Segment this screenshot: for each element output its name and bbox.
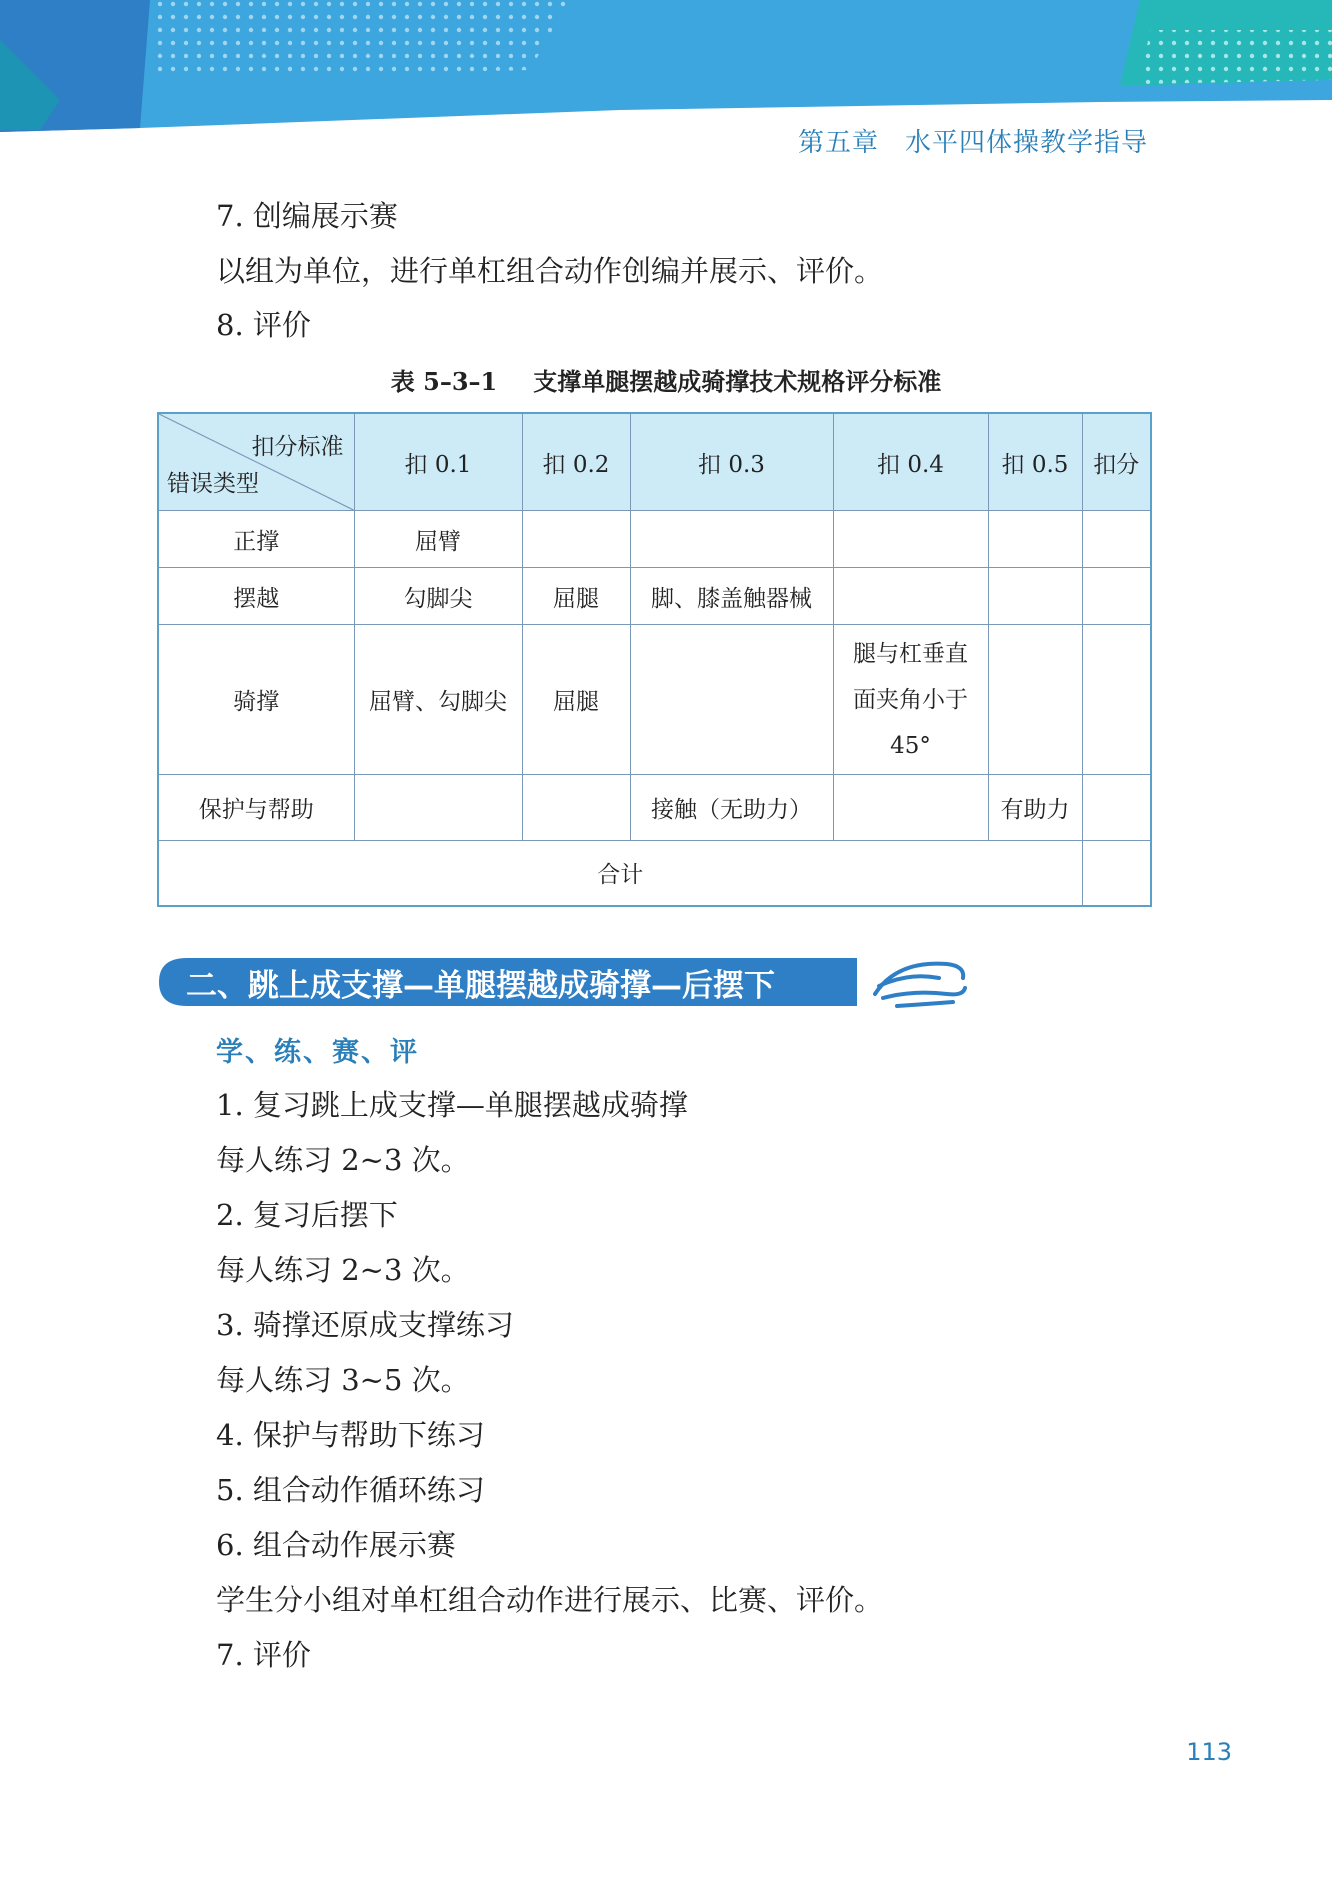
table-cell bbox=[630, 625, 833, 775]
table-header-row bbox=[158, 413, 1151, 511]
header-cell: 扣分 bbox=[1082, 413, 1151, 511]
table-cell bbox=[522, 511, 630, 568]
table-cell bbox=[988, 625, 1082, 775]
row-label: 摆越 bbox=[158, 568, 354, 625]
section2-line: 4. 保护与帮助下练习 bbox=[216, 1418, 485, 1452]
header-banner bbox=[0, 0, 1332, 140]
table-cell bbox=[833, 568, 988, 625]
table-row bbox=[158, 775, 1151, 841]
table-corner-cell bbox=[158, 413, 354, 511]
header-cell: 扣 0.2 bbox=[522, 413, 630, 511]
section2-line: 6. 组合动作展示赛 bbox=[216, 1528, 456, 1562]
table-cell: 有助力 bbox=[988, 775, 1082, 841]
section2-line: 学生分小组对单杠组合动作进行展示、比赛、评价。 bbox=[216, 1583, 884, 1617]
table-cell bbox=[988, 568, 1082, 625]
table-cell-multiline bbox=[833, 625, 988, 775]
chapter-number: 第五章 bbox=[797, 128, 879, 158]
wave-ornament-icon bbox=[875, 964, 965, 1006]
corner-bottom-label: 错误类型 bbox=[167, 471, 259, 497]
table-caption-title: 支撑单腿摆越成骑撑技术规格评分标准 bbox=[533, 367, 942, 396]
table-cell bbox=[833, 775, 988, 841]
table-cell bbox=[354, 775, 522, 841]
table-cell bbox=[988, 511, 1082, 568]
header-cell: 扣 0.3 bbox=[630, 413, 833, 511]
table-row bbox=[158, 625, 1151, 775]
table-cell: 屈腿 bbox=[522, 568, 630, 625]
row-label: 骑撑 bbox=[158, 625, 354, 775]
table-cell bbox=[1082, 775, 1151, 841]
table-cell bbox=[1082, 511, 1151, 568]
section2-line: 每人练习 3~5 次。 bbox=[216, 1363, 470, 1397]
total-label: 合计 bbox=[158, 841, 1082, 906]
scoring-table bbox=[157, 412, 1152, 907]
table-row bbox=[158, 511, 1151, 568]
table-cell: 屈臂、勾脚尖 bbox=[354, 625, 522, 775]
table-total-row bbox=[158, 841, 1151, 906]
section2-line: 5. 组合动作循环练习 bbox=[216, 1473, 485, 1507]
item7-title: 7. 创编展示赛 bbox=[216, 199, 398, 233]
item7-body: 以组为单位，进行单杠组合动作创编并展示、评价。 bbox=[216, 254, 884, 288]
section2-line: 7. 评价 bbox=[216, 1638, 311, 1672]
section2-title: 二、跳上成支撑—单腿摆越成骑撑—后摆下 bbox=[186, 968, 775, 1004]
chapter-title: 水平四体操教学指导 bbox=[904, 128, 1148, 158]
header-cell: 扣 0.4 bbox=[833, 413, 988, 511]
section2-line: 每人练习 2~3 次。 bbox=[216, 1143, 470, 1177]
table-cell: 屈臂 bbox=[354, 511, 522, 568]
table-cell: 勾脚尖 bbox=[354, 568, 522, 625]
section2-subhead: 学、练、赛、评 bbox=[216, 1037, 419, 1068]
total-value-cell bbox=[1082, 841, 1151, 906]
section2-line: 3. 骑撑还原成支撑练习 bbox=[216, 1308, 514, 1342]
page-number: 113 bbox=[1186, 1738, 1232, 1766]
item8-title: 8. 评价 bbox=[216, 308, 311, 342]
chapter-heading bbox=[798, 122, 1148, 159]
table-caption-number: 表 5–3–1 bbox=[390, 367, 498, 396]
corner-top-label: 扣分标准 bbox=[251, 434, 344, 460]
table-cell bbox=[630, 511, 833, 568]
table-cell bbox=[833, 511, 988, 568]
table-row bbox=[158, 568, 1151, 625]
table-cell: 屈腿 bbox=[522, 625, 630, 775]
section2-line: 2. 复习后摆下 bbox=[216, 1198, 398, 1232]
row-label: 正撑 bbox=[158, 511, 354, 568]
table-cell: 接触（无助力） bbox=[630, 775, 833, 841]
header-cell: 扣 0.5 bbox=[988, 413, 1082, 511]
cell-line: 腿与杠垂直 bbox=[853, 640, 968, 667]
cell-line: 45° bbox=[890, 732, 931, 759]
table-cell bbox=[522, 775, 630, 841]
table-caption bbox=[0, 362, 1332, 397]
section2-line: 每人练习 2~3 次。 bbox=[216, 1253, 470, 1287]
table-cell: 脚、膝盖触器械 bbox=[630, 568, 833, 625]
table-cell bbox=[1082, 625, 1151, 775]
row-label: 保护与帮助 bbox=[158, 775, 354, 841]
section2-line: 1. 复习跳上成支撑—单腿摆越成骑撑 bbox=[216, 1088, 688, 1122]
table-cell bbox=[1082, 568, 1151, 625]
header-cell: 扣 0.1 bbox=[354, 413, 522, 511]
cell-line: 面夹角小于 bbox=[853, 686, 968, 713]
